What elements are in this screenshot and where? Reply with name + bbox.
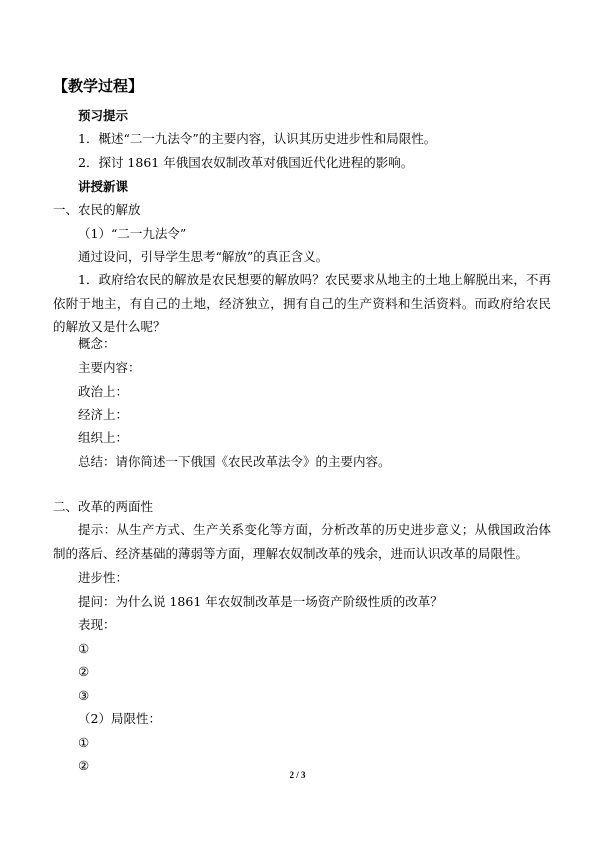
section1-intro: 通过设问，引导学生思考“解放”的真正含义。 [78,249,329,264]
field-concept: 概念： [78,336,116,351]
section1-sub1: （1）“二一九法令” [78,226,187,241]
limit-label: （2）局限性： [78,711,161,726]
section2-title: 二、改革的两面性 [53,499,154,514]
field-organization: 组织上： [78,430,129,445]
page-number: 2 / 3 [289,770,306,780]
preview-item-1: 1．概述“二一九法令”的主要内容，认识其历史进步性和局限性。 [78,131,437,146]
field-political: 政治上： [78,384,129,399]
section-heading: 【教学过程】 [53,77,144,95]
field-economic: 经济上： [78,407,129,422]
preview-title: 预习提示 [78,108,129,123]
section1-question: 1．政府给农民的解放是农民想要的解放吗？农民要求从地主的土地上解脱出来，不再依附于地主，有自己的土地，经济独立，拥有自己的生产资料和生活资料。而政府给农民的解放又是什么呢？ [53,272,551,334]
performance-item-1: ① [78,641,90,656]
section1-title: 一、农民的解放 [53,202,141,217]
progress-label: 进步性： [78,570,129,585]
performance-item-2: ② [78,664,90,679]
section2-hint: 提示：从生产方式、生产关系变化等方面，分析改革的历史进步意义；从俄国政治体制的落后、经济基础的薄弱等方面，理解农奴制改革的残余，进而认识改革的局限性。 [53,522,551,561]
section1-summary: 总结：请你简述一下俄国《农民改革法令》的主要内容。 [78,454,391,469]
limit-item-1: ① [78,735,90,750]
performance-label: 表现： [78,617,116,632]
section2-question: 提问：为什么说 1861 年农奴制改革是一场资产阶级性质的改革？ [78,594,443,609]
performance-item-3: ③ [78,688,90,703]
lecture-title: 讲授新课 [78,179,129,194]
field-main-content: 主要内容： [78,360,141,375]
limit-item-2: ② [78,758,90,773]
preview-item-2: 2．探讨 1861 年俄国农奴制改革对俄国近代化进程的影响。 [78,155,414,170]
